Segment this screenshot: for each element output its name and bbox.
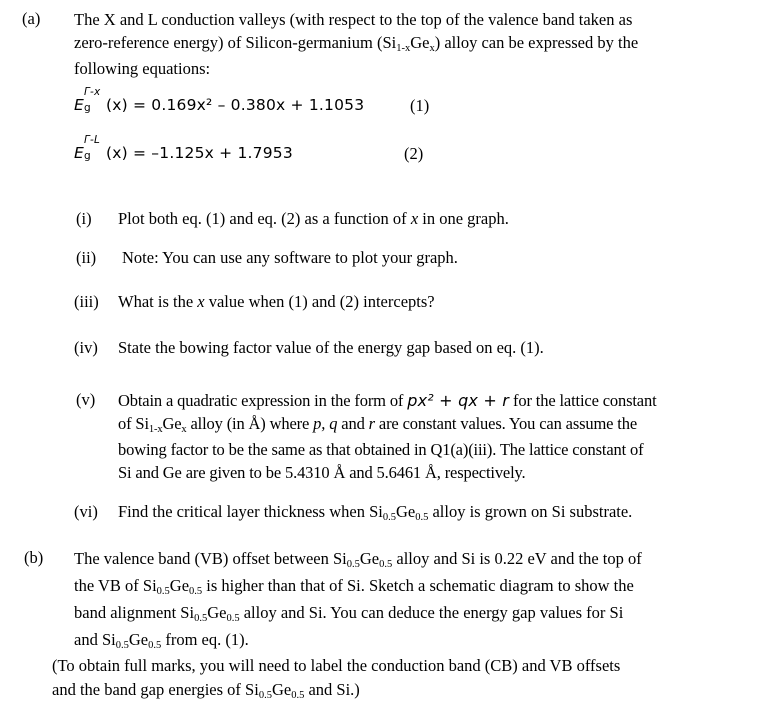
item-v-label: (v) <box>76 390 96 409</box>
item-ii-label: (ii) <box>76 248 97 267</box>
part-b-line-3: band alignment Si0.5Ge0.5 alloy and Si. You can deduce the energy gap values for Si <box>74 603 624 624</box>
item-iv-label: (iv) <box>74 338 98 357</box>
item-ii-text: Note: You can use any software to plot your graph. <box>122 248 458 267</box>
part-b-note-line-2: and the band gap energies of Si0.5Ge0.5 and Si.) <box>52 680 360 701</box>
equation-2-number: (2) <box>404 144 424 163</box>
part-b-line-2: the VB of Si0.5Ge0.5 is higher than that of Si. Sketch a schematic diagram to show the <box>74 576 634 597</box>
part-b-label: (b) <box>24 548 44 567</box>
intro-line-1: The X and L conduction valleys (with respect to the top of the valence band taken as <box>74 10 633 29</box>
item-v-line-2: of Si1-xGex alloy (in Å) where p, q and r are constant values. You can assume the <box>118 414 637 435</box>
part-b-note <box>52 654 752 705</box>
item-v-line-3: bowing factor to be the same as that obtained in Q1(a)(iii). The lattice constant of <box>118 440 644 459</box>
item-iii-label: (iii) <box>74 292 99 311</box>
item-vi-label: (vi) <box>74 502 98 521</box>
item-v-text <box>118 389 738 484</box>
part-a-intro <box>74 8 754 80</box>
item-v-line-4: Si and Ge are given to be 5.4310 Å and 5.6461 Å, respectively. <box>118 463 526 482</box>
intro-line-2: zero-reference energy) of Silicon-germanium (Si1-xGex) alloy can be expressed by the <box>74 33 639 54</box>
item-vi-text: Find the critical layer thickness when Si0.5Ge0.5 alloy is grown on Si substrate. <box>118 502 633 523</box>
item-i-label: (i) <box>76 209 92 228</box>
item-i-text: Plot both eq. (1) and eq. (2) as a function of x in one graph. <box>118 209 509 228</box>
equation-2: E Γ-L g (x) = –1.125x + 1.7953 <box>74 134 293 162</box>
part-b-text <box>74 547 754 655</box>
equation-1-number: (1) <box>410 96 430 115</box>
item-iii-text: What is the x value when (1) and (2) intercepts? <box>118 292 435 311</box>
item-iv-text: State the bowing factor value of the energy gap based on eq. (1). <box>118 338 544 357</box>
part-b-line-1: The valence band (VB) offset between Si0.5Ge0.5 alloy and Si is 0.22 eV and the top of <box>74 549 642 570</box>
equation-1: E Γ-x g (x) = 0.169x² – 0.380x + 1.1053 <box>74 86 365 114</box>
part-b-line-4: and Si0.5Ge0.5 from eq. (1). <box>74 630 249 651</box>
part-b-note-line-1: (To obtain full marks, you will need to label the conduction band (CB) and VB offsets <box>52 656 621 675</box>
part-a-label: (a) <box>22 9 41 28</box>
intro-line-3: following equations: <box>74 59 211 78</box>
item-v-line-1: Obtain a quadratic expression in the form of px² + qx + r for the lattice constant <box>118 391 657 410</box>
